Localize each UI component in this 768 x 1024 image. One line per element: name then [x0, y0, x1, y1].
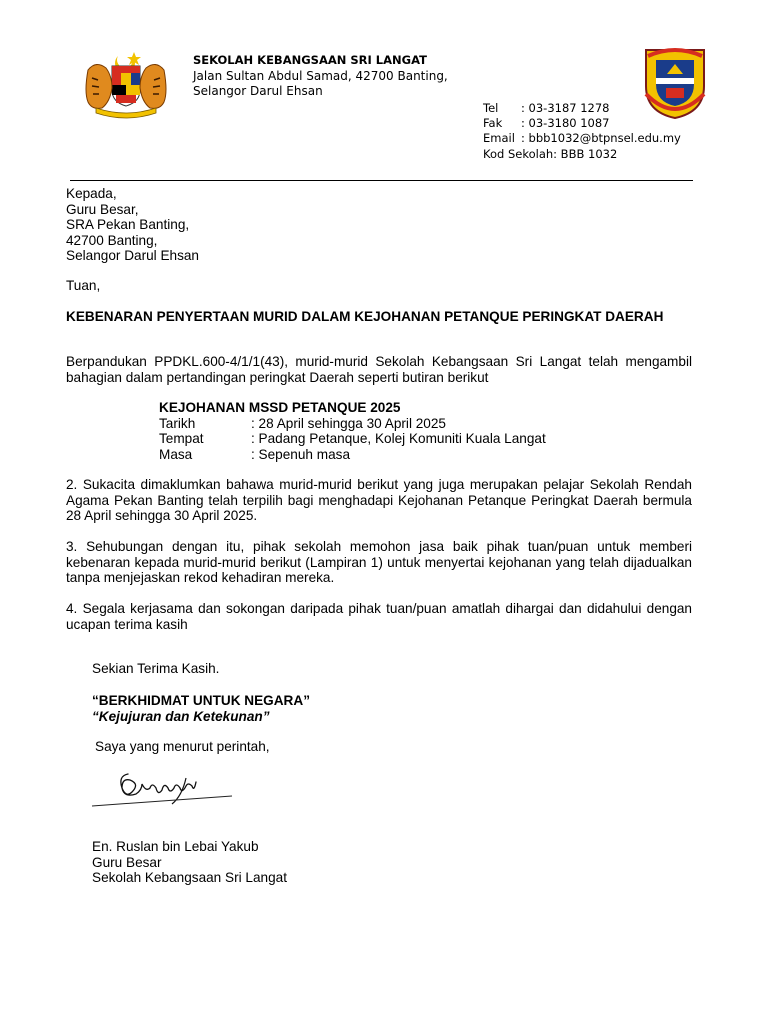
event-row-value: : 28 April sehingga 30 April 2025: [251, 415, 446, 431]
school-address-line1: Jalan Sultan Abdul Samad, 42700 Banting,: [193, 68, 448, 83]
event-row-key: Tempat: [159, 431, 204, 447]
event-row-value: : Sepenuh masa: [251, 446, 350, 462]
contact-email: [483, 131, 723, 146]
motto-line-2: “Kejujuran dan Ketekunan”: [92, 709, 270, 724]
paragraph-4: 4. Segala kerjasama dan sokongan daripada pihak tuan/puan amatlah dihargai dan didahului dengan ucapan terima kasih: [66, 601, 692, 632]
letter-subject: KEBENARAN PENYERTAAN MURID DALAM KEJOHANAN PETANQUE PERINGKAT DAERAH: [66, 309, 664, 324]
signatory-name: En. Ruslan bin Lebai Yakub: [92, 839, 259, 854]
event-title: KEJOHANAN MSSD PETANQUE 2025: [159, 400, 401, 415]
recipient-line: Selangor Darul Ehsan: [66, 248, 199, 264]
event-row-value: : Padang Petanque, Kolej Komuniti Kuala Langat: [251, 431, 546, 447]
contact-value: : 03-3180 1087: [521, 116, 610, 131]
recipient-line: 42700 Banting,: [66, 232, 158, 248]
header-divider: [70, 180, 693, 181]
event-details: [159, 400, 659, 462]
school-name: SEKOLAH KEBANGSAAN SRI LANGAT: [193, 53, 427, 67]
event-row-time: [159, 447, 659, 463]
school-code: Kod Sekolah: BBB 1032: [483, 146, 618, 161]
contact-label: Tel: [483, 101, 499, 115]
contact-label: Fak: [483, 116, 503, 131]
signatory-school: Sekolah Kebangsaan Sri Langat: [92, 870, 287, 886]
contact-value: : 03-3187 1278: [521, 101, 610, 115]
recipient-line: SRA Pekan Banting,: [66, 217, 190, 233]
salutation: Tuan,: [66, 278, 101, 293]
closing-thanks: Sekian Terima Kasih.: [92, 661, 220, 676]
event-row-key: Masa: [159, 446, 193, 462]
school-address-line2: Selangor Darul Ehsan: [193, 84, 323, 98]
recipient-line: Guru Besar,: [66, 201, 139, 217]
event-row-venue: [159, 431, 659, 447]
event-row-key: Tarikh: [159, 415, 196, 431]
signatory-title: Guru Besar: [92, 854, 162, 870]
contact-fax: [483, 116, 723, 131]
event-row-date: [159, 416, 659, 432]
paragraph-3: 3. Sehubungan dengan itu, pihak sekolah memohon jasa baik pihak tuan/puan untuk memberi kebenaran kepada murid-murid berikut (Lampiran 1) untuk menyertai kejohanan yang telah dijadualkan tanpa menjejaskan rekod kehadiran mereka.: [66, 539, 692, 586]
motto-line-1: “BERKHIDMAT UNTUK NEGARA”: [92, 693, 310, 708]
signature: [90, 764, 250, 840]
recipient-address: [66, 186, 466, 264]
contact-tel: [483, 101, 723, 116]
paragraph-2: 2. Sukacita dimaklumkan bahawa murid-murid berikut yang juga merupakan pelajar Sekolah Rendah Agama Pekan Banting telah terpilih bagi menghadapi Kejohanan Petanque Peringkat Daerah bermula 28 April sehingga 30 April 2025.: [66, 477, 692, 524]
recipient-line: Kepada,: [66, 186, 117, 201]
signatory-block: [92, 839, 392, 886]
closing-yours: Saya yang menurut perintah,: [95, 739, 270, 754]
contact-value: : bbb1032@btpnsel.edu.my: [521, 131, 681, 146]
coat-of-arms-logo: [78, 48, 174, 120]
contact-label: Email: [483, 131, 515, 146]
paragraph-1: Berpandukan PPDKL.600-4/1/1(43), murid-murid Sekolah Kebangsaan Sri Langat telah mengambil bahagian dalam pertandingan peringkat Daerah seperti butiran berikut: [66, 354, 692, 385]
